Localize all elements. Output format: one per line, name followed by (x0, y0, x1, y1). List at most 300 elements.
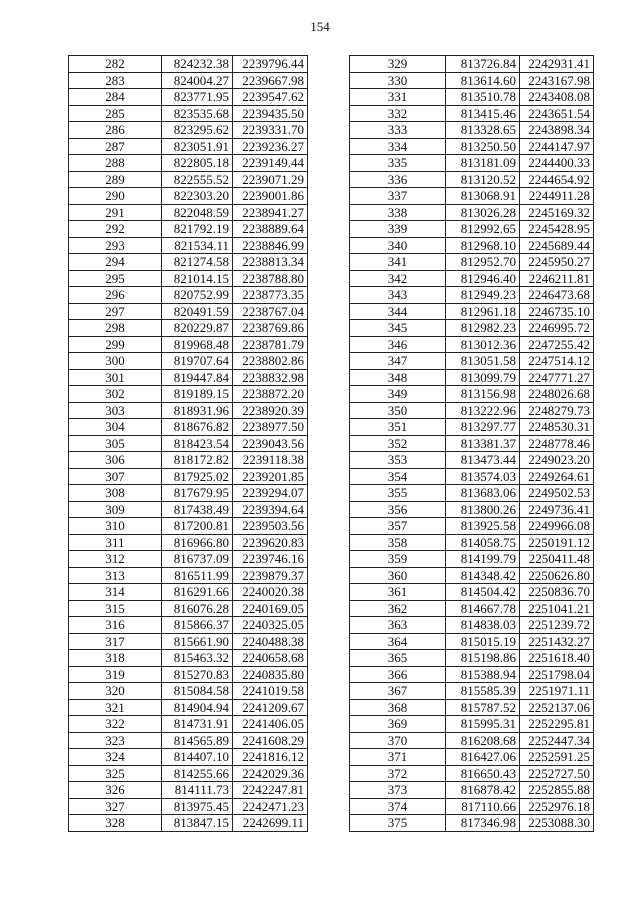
x-coordinate: 813099.79 (446, 369, 520, 386)
y-coordinate: 2238846.99 (233, 237, 308, 254)
y-coordinate: 2240169.05 (233, 600, 308, 617)
y-coordinate: 2248778.46 (520, 435, 594, 452)
x-coordinate: 813726.84 (446, 56, 520, 73)
y-coordinate: 2245169.32 (520, 204, 594, 221)
y-coordinate: 2252447.34 (520, 732, 594, 749)
x-coordinate: 818676.82 (162, 419, 233, 436)
x-coordinate: 813328.65 (446, 122, 520, 139)
point-number: 284 (69, 89, 162, 106)
point-number: 357 (350, 518, 446, 535)
x-coordinate: 814199.79 (446, 551, 520, 568)
x-coordinate: 812982.23 (446, 320, 520, 337)
point-number: 307 (69, 468, 162, 485)
table-row (350, 138, 594, 155)
point-number: 335 (350, 155, 446, 172)
y-coordinate: 2239149.44 (233, 155, 308, 172)
point-number: 287 (69, 138, 162, 155)
point-number: 359 (350, 551, 446, 568)
point-number: 334 (350, 138, 446, 155)
table-row (350, 666, 594, 683)
x-coordinate: 813683.06 (446, 485, 520, 502)
x-coordinate: 815787.52 (446, 699, 520, 716)
point-number: 283 (69, 72, 162, 89)
table-row (350, 56, 594, 73)
y-coordinate: 2242699.11 (233, 815, 308, 832)
table-row (350, 716, 594, 733)
point-number: 358 (350, 534, 446, 551)
y-coordinate: 2244400.33 (520, 155, 594, 172)
table-row (69, 369, 308, 386)
point-number: 302 (69, 386, 162, 403)
point-number: 355 (350, 485, 446, 502)
point-number: 295 (69, 270, 162, 287)
point-number: 290 (69, 188, 162, 205)
x-coordinate: 816966.80 (162, 534, 233, 551)
table-row (69, 204, 308, 221)
point-number: 338 (350, 204, 446, 221)
x-coordinate: 813181.09 (446, 155, 520, 172)
y-coordinate: 2251239.72 (520, 617, 594, 634)
y-coordinate: 2238889.64 (233, 221, 308, 238)
y-coordinate: 2243408.08 (520, 89, 594, 106)
y-coordinate: 2242029.36 (233, 765, 308, 782)
point-number: 343 (350, 287, 446, 304)
y-coordinate: 2239118.38 (233, 452, 308, 469)
x-coordinate: 813156.98 (446, 386, 520, 403)
y-coordinate: 2240325.05 (233, 617, 308, 634)
table-row (350, 650, 594, 667)
y-coordinate: 2252591.25 (520, 749, 594, 766)
coordinate-table-right (349, 55, 594, 832)
table-row (350, 122, 594, 139)
table-row (69, 122, 308, 139)
x-coordinate: 822303.20 (162, 188, 233, 205)
point-number: 327 (69, 798, 162, 815)
y-coordinate: 2238941.27 (233, 204, 308, 221)
point-number: 360 (350, 567, 446, 584)
y-coordinate: 2238773.35 (233, 287, 308, 304)
point-number: 298 (69, 320, 162, 337)
x-coordinate: 819968.48 (162, 336, 233, 353)
x-coordinate: 816208.68 (446, 732, 520, 749)
y-coordinate: 2246735.10 (520, 303, 594, 320)
y-coordinate: 2239796.44 (233, 56, 308, 73)
table-row (350, 270, 594, 287)
table-row (350, 171, 594, 188)
table-row (69, 666, 308, 683)
y-coordinate: 2240488.38 (233, 633, 308, 650)
table-row (69, 765, 308, 782)
point-number: 325 (69, 765, 162, 782)
table-row (350, 402, 594, 419)
table-row (69, 171, 308, 188)
y-coordinate: 2243898.34 (520, 122, 594, 139)
y-coordinate: 2251971.11 (520, 683, 594, 700)
point-number: 288 (69, 155, 162, 172)
x-coordinate: 816737.09 (162, 551, 233, 568)
table-row (350, 303, 594, 320)
table-row (69, 353, 308, 370)
table-row (69, 188, 308, 205)
y-coordinate: 2248530.31 (520, 419, 594, 436)
point-number: 309 (69, 501, 162, 518)
table-row (69, 386, 308, 403)
x-coordinate: 814838.03 (446, 617, 520, 634)
table-row (350, 765, 594, 782)
point-number: 331 (350, 89, 446, 106)
table-row (69, 72, 308, 89)
x-coordinate: 816427.06 (446, 749, 520, 766)
table-row (69, 435, 308, 452)
x-coordinate: 820229.87 (162, 320, 233, 337)
y-coordinate: 2238767.04 (233, 303, 308, 320)
point-number: 349 (350, 386, 446, 403)
y-coordinate: 2252855.88 (520, 782, 594, 799)
y-coordinate: 2242247.81 (233, 782, 308, 799)
point-number: 346 (350, 336, 446, 353)
table-row (69, 89, 308, 106)
y-coordinate: 2239043.56 (233, 435, 308, 452)
point-number: 316 (69, 617, 162, 634)
x-coordinate: 813120.52 (446, 171, 520, 188)
table-row (350, 155, 594, 172)
table-row (69, 617, 308, 634)
point-number: 285 (69, 105, 162, 122)
table-row (350, 353, 594, 370)
point-number: 310 (69, 518, 162, 535)
table-row (350, 749, 594, 766)
point-number: 289 (69, 171, 162, 188)
point-number: 308 (69, 485, 162, 502)
point-number: 345 (350, 320, 446, 337)
point-number: 333 (350, 122, 446, 139)
table-row (69, 633, 308, 650)
x-coordinate: 820752.99 (162, 287, 233, 304)
y-coordinate: 2239236.27 (233, 138, 308, 155)
table-row (350, 369, 594, 386)
x-coordinate: 816650.43 (446, 765, 520, 782)
point-number: 300 (69, 353, 162, 370)
x-coordinate: 821534.11 (162, 237, 233, 254)
y-coordinate: 2247771.27 (520, 369, 594, 386)
point-number: 296 (69, 287, 162, 304)
y-coordinate: 2252976.18 (520, 798, 594, 815)
table-row (69, 699, 308, 716)
y-coordinate: 2249264.61 (520, 468, 594, 485)
x-coordinate: 815198.86 (446, 650, 520, 667)
table-row (350, 782, 594, 799)
table-row (69, 138, 308, 155)
y-coordinate: 2239879.37 (233, 567, 308, 584)
point-number: 305 (69, 435, 162, 452)
table-row (69, 270, 308, 287)
table-row (350, 72, 594, 89)
x-coordinate: 816511.99 (162, 567, 233, 584)
table-row (350, 320, 594, 337)
y-coordinate: 2248026.68 (520, 386, 594, 403)
point-number: 332 (350, 105, 446, 122)
table-row (69, 468, 308, 485)
x-coordinate: 823771.95 (162, 89, 233, 106)
x-coordinate: 817200.81 (162, 518, 233, 535)
x-coordinate: 815015.19 (446, 633, 520, 650)
table-row (69, 56, 308, 73)
point-number: 363 (350, 617, 446, 634)
point-number: 347 (350, 353, 446, 370)
x-coordinate: 814255.66 (162, 765, 233, 782)
table-row (350, 105, 594, 122)
y-coordinate: 2252727.50 (520, 765, 594, 782)
point-number: 299 (69, 336, 162, 353)
point-number: 292 (69, 221, 162, 238)
y-coordinate: 2239201.85 (233, 468, 308, 485)
y-coordinate: 2249736.41 (520, 501, 594, 518)
y-coordinate: 2250191.12 (520, 534, 594, 551)
table-row (350, 221, 594, 238)
y-coordinate: 2239620.83 (233, 534, 308, 551)
table-row (350, 518, 594, 535)
point-number: 326 (69, 782, 162, 799)
x-coordinate: 814504.42 (446, 584, 520, 601)
x-coordinate: 815995.31 (446, 716, 520, 733)
table-row (350, 815, 594, 832)
y-coordinate: 2246473.68 (520, 287, 594, 304)
y-coordinate: 2242471.23 (233, 798, 308, 815)
y-coordinate: 2238769.86 (233, 320, 308, 337)
point-number: 365 (350, 650, 446, 667)
x-coordinate: 816076.28 (162, 600, 233, 617)
x-coordinate: 823535.68 (162, 105, 233, 122)
table-row (350, 683, 594, 700)
x-coordinate: 813051.58 (446, 353, 520, 370)
table-row (69, 402, 308, 419)
point-number: 297 (69, 303, 162, 320)
point-number: 321 (69, 699, 162, 716)
y-coordinate: 2239294.07 (233, 485, 308, 502)
x-coordinate: 813381.37 (446, 435, 520, 452)
y-coordinate: 2246995.72 (520, 320, 594, 337)
y-coordinate: 2245689.44 (520, 237, 594, 254)
table-row (69, 485, 308, 502)
x-coordinate: 813250.50 (446, 138, 520, 155)
x-coordinate: 813614.60 (446, 72, 520, 89)
table-row (69, 336, 308, 353)
table-row (69, 237, 308, 254)
point-number: 364 (350, 633, 446, 650)
point-number: 370 (350, 732, 446, 749)
y-coordinate: 2244654.92 (520, 171, 594, 188)
point-number: 318 (69, 650, 162, 667)
point-number: 352 (350, 435, 446, 452)
y-coordinate: 2238788.80 (233, 270, 308, 287)
table-row (350, 336, 594, 353)
y-coordinate: 2251618.40 (520, 650, 594, 667)
table-row (350, 386, 594, 403)
point-number: 356 (350, 501, 446, 518)
x-coordinate: 812946.40 (446, 270, 520, 287)
point-number: 313 (69, 567, 162, 584)
y-coordinate: 2244911.28 (520, 188, 594, 205)
y-coordinate: 2239331.70 (233, 122, 308, 139)
x-coordinate: 821792.19 (162, 221, 233, 238)
x-coordinate: 816291.66 (162, 584, 233, 601)
point-number: 348 (350, 369, 446, 386)
x-coordinate: 817438.49 (162, 501, 233, 518)
point-number: 344 (350, 303, 446, 320)
table-row (69, 534, 308, 551)
point-number: 304 (69, 419, 162, 436)
table-row (69, 749, 308, 766)
y-coordinate: 2238781.79 (233, 336, 308, 353)
point-number: 340 (350, 237, 446, 254)
y-coordinate: 2252295.81 (520, 716, 594, 733)
x-coordinate: 813068.91 (446, 188, 520, 205)
point-number: 291 (69, 204, 162, 221)
x-coordinate: 815463.32 (162, 650, 233, 667)
y-coordinate: 2245950.27 (520, 254, 594, 271)
point-number: 328 (69, 815, 162, 832)
y-coordinate: 2243167.98 (520, 72, 594, 89)
table-row (350, 204, 594, 221)
x-coordinate: 812961.18 (446, 303, 520, 320)
table-row (350, 254, 594, 271)
table-row (69, 716, 308, 733)
x-coordinate: 817679.95 (162, 485, 233, 502)
point-number: 301 (69, 369, 162, 386)
point-number: 366 (350, 666, 446, 683)
table-row (350, 501, 594, 518)
y-coordinate: 2241608.29 (233, 732, 308, 749)
point-number: 311 (69, 534, 162, 551)
x-coordinate: 819447.84 (162, 369, 233, 386)
point-number: 323 (69, 732, 162, 749)
point-number: 339 (350, 221, 446, 238)
y-coordinate: 2249502.53 (520, 485, 594, 502)
table-row (69, 551, 308, 568)
x-coordinate: 813297.77 (446, 419, 520, 436)
table-row (69, 105, 308, 122)
y-coordinate: 2245428.95 (520, 221, 594, 238)
point-number: 342 (350, 270, 446, 287)
table-row (69, 221, 308, 238)
table-row (69, 518, 308, 535)
point-number: 375 (350, 815, 446, 832)
x-coordinate: 812952.70 (446, 254, 520, 271)
x-coordinate: 812949.23 (446, 287, 520, 304)
y-coordinate: 2249023.20 (520, 452, 594, 469)
table-row (350, 468, 594, 485)
x-coordinate: 813473.44 (446, 452, 520, 469)
point-number: 336 (350, 171, 446, 188)
x-coordinate: 821274.58 (162, 254, 233, 271)
table-row (69, 501, 308, 518)
point-number: 361 (350, 584, 446, 601)
point-number: 282 (69, 56, 162, 73)
y-coordinate: 2247255.42 (520, 336, 594, 353)
x-coordinate: 815585.39 (446, 683, 520, 700)
y-coordinate: 2251041.21 (520, 600, 594, 617)
point-number: 374 (350, 798, 446, 815)
y-coordinate: 2239746.16 (233, 551, 308, 568)
point-number: 337 (350, 188, 446, 205)
x-coordinate: 817110.66 (446, 798, 520, 815)
y-coordinate: 2250836.70 (520, 584, 594, 601)
point-number: 319 (69, 666, 162, 683)
table-row (350, 287, 594, 304)
y-coordinate: 2243651.54 (520, 105, 594, 122)
y-coordinate: 2250411.48 (520, 551, 594, 568)
table-row (69, 320, 308, 337)
table-row (350, 419, 594, 436)
table-row (69, 683, 308, 700)
x-coordinate: 823051.91 (162, 138, 233, 155)
y-coordinate: 2251798.04 (520, 666, 594, 683)
y-coordinate: 2238977.50 (233, 419, 308, 436)
table-row (69, 732, 308, 749)
point-number: 315 (69, 600, 162, 617)
point-number: 312 (69, 551, 162, 568)
coordinate-table-left (68, 55, 308, 832)
x-coordinate: 813847.15 (162, 815, 233, 832)
y-coordinate: 2240658.68 (233, 650, 308, 667)
x-coordinate: 822048.59 (162, 204, 233, 221)
x-coordinate: 819707.64 (162, 353, 233, 370)
y-coordinate: 2248279.73 (520, 402, 594, 419)
y-coordinate: 2239071.29 (233, 171, 308, 188)
x-coordinate: 813574.03 (446, 468, 520, 485)
y-coordinate: 2238813.34 (233, 254, 308, 271)
point-number: 368 (350, 699, 446, 716)
table-row (69, 254, 308, 271)
point-number: 306 (69, 452, 162, 469)
y-coordinate: 2239503.56 (233, 518, 308, 535)
x-coordinate: 813415.46 (446, 105, 520, 122)
point-number: 367 (350, 683, 446, 700)
x-coordinate: 817346.98 (446, 815, 520, 832)
point-number: 353 (350, 452, 446, 469)
y-coordinate: 2244147.97 (520, 138, 594, 155)
x-coordinate: 813800.26 (446, 501, 520, 518)
y-coordinate: 2241209.67 (233, 699, 308, 716)
x-coordinate: 814904.94 (162, 699, 233, 716)
table-row (350, 188, 594, 205)
point-number: 351 (350, 419, 446, 436)
x-coordinate: 815661.90 (162, 633, 233, 650)
y-coordinate: 2241406.05 (233, 716, 308, 733)
table-row (350, 567, 594, 584)
x-coordinate: 814667.78 (446, 600, 520, 617)
table-row (350, 699, 594, 716)
table-row (350, 617, 594, 634)
table-row (350, 534, 594, 551)
table-row (350, 584, 594, 601)
y-coordinate: 2238832.98 (233, 369, 308, 386)
x-coordinate: 813925.58 (446, 518, 520, 535)
table-row (350, 237, 594, 254)
point-number: 324 (69, 749, 162, 766)
x-coordinate: 814731.91 (162, 716, 233, 733)
table-row (350, 551, 594, 568)
x-coordinate: 823295.62 (162, 122, 233, 139)
point-number: 373 (350, 782, 446, 799)
y-coordinate: 2240835.80 (233, 666, 308, 683)
table-row (350, 633, 594, 650)
table-row (69, 584, 308, 601)
x-coordinate: 822805.18 (162, 155, 233, 172)
y-coordinate: 2238920.39 (233, 402, 308, 419)
y-coordinate: 2242931.41 (520, 56, 594, 73)
table-row (69, 303, 308, 320)
